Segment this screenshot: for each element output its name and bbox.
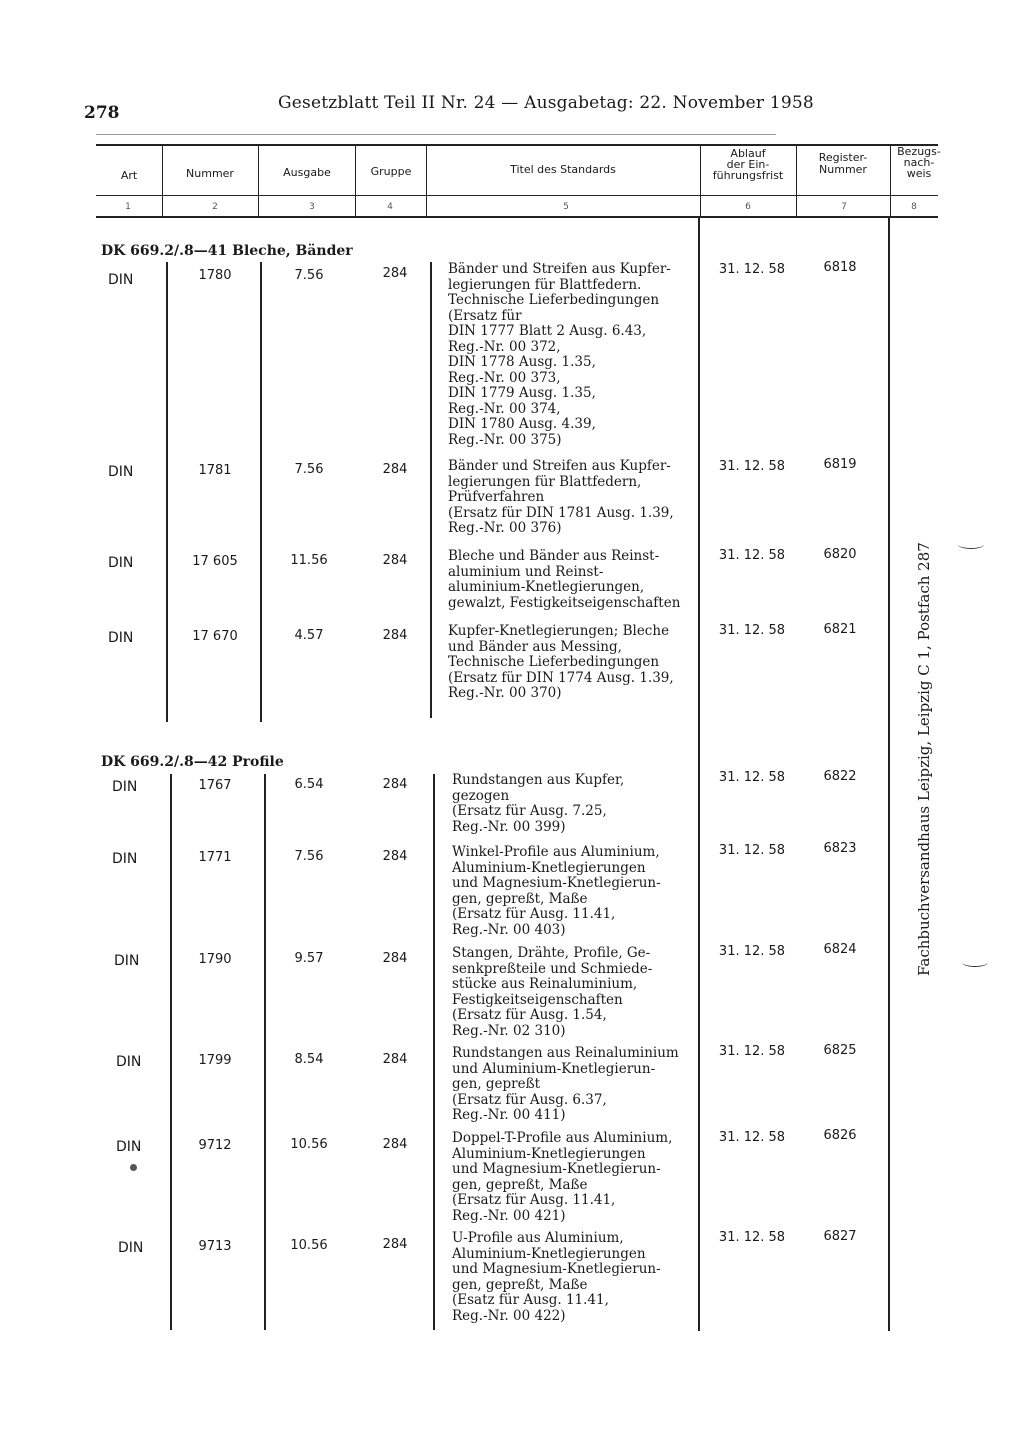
cell-ausgabe: 10.56 [290,1137,328,1152]
cell-titel: Bänder und Streifen aus Kupfer- legierungen für Blattfedern, Prüfverfahren (Ersatz für DIN 1781 Ausg. 1.39, Reg.-Nr. 00 376) [448,458,674,536]
cell-register: 6826 [823,1128,857,1143]
cell-register: 6822 [823,769,857,784]
cell-art: DIN [118,1240,144,1256]
cell-ablauf: 31. 12. 58 [718,843,786,858]
cell-art: DIN [114,953,140,969]
header-divider [355,146,356,216]
cell-nummer: 1780 [198,268,232,283]
cell-gruppe: 284 [382,1052,408,1067]
col-header-titel: Titel des Standards [510,163,616,176]
header-divider [258,146,259,216]
cell-art: DIN [116,1054,142,1070]
cell-art: DIN [108,272,134,288]
cell-titel: U-Profile aus Aluminium, Aluminium-Knetlegierungen und Magnesium-Knetlegierun- gen, gepreßt, Maße (Esatz für Ausg. 11.41, Reg.-Nr. 00 422) [452,1230,661,1324]
col-number: 5 [563,202,569,212]
cell-gruppe: 284 [382,1237,408,1252]
col-number: 3 [309,202,315,212]
cell-gruppe: 284 [382,1137,408,1152]
cell-gruppe: 284 [382,266,408,281]
cell-register: 6825 [823,1043,857,1058]
cell-ablauf: 31. 12. 58 [718,623,786,638]
cell-titel: Stangen, Drähte, Profile, Ge- senkpreßteile und Schmiede- stücke aus Reinaluminium, Festigkeitseigenschaften (Ersatz für Ausg. 1.54, Reg.-Nr. 02 310) [452,945,653,1039]
cell-ausgabe: 9.57 [294,951,324,966]
cell-ausgabe: 7.56 [294,268,324,283]
cell-nummer: 17 605 [192,554,238,569]
col-header-nummer: Nummer [186,167,234,180]
cell-gruppe: 284 [382,628,408,643]
cell-nummer: 1790 [198,952,232,967]
col-header-gruppe: Gruppe [370,165,412,178]
col-header-bezug: Bezugs- nach- weis [897,145,941,180]
cell-gruppe: 284 [382,951,408,966]
cell-ablauf: 31. 12. 58 [718,459,786,474]
col-header-ausgabe: Ausgabe [283,166,331,179]
page-number: 278 [84,103,120,123]
column-number-rule [96,216,938,218]
header-rule [96,134,776,135]
cell-nummer: 1781 [198,463,232,478]
header-divider [426,146,427,216]
col-number: 8 [911,202,917,212]
cell-ausgabe: 11.56 [290,553,328,568]
cell-ablauf: 31. 12. 58 [718,548,786,563]
column-rule [264,774,266,1330]
cell-ausgabe: 7.56 [294,849,324,864]
cell-ablauf: 31. 12. 58 [718,262,786,277]
cell-art: DIN [116,1139,142,1155]
cell-titel: Bänder und Streifen aus Kupfer- legierungen für Blattfedern. Technische Lieferbedingungen (Ersatz für DIN 1777 Blatt 2 Ausg. 6.43, Reg.-Nr. 00 372, DIN 1778 Ausg. 1.35, Reg.-Nr. 00 373, DIN 1779 Ausg. 1.35, Reg.-Nr. 00 374, DIN 1780 Ausg. 4.39, Reg.-Nr. 00 375) [448,261,671,448]
cell-register: 6827 [823,1229,857,1244]
cell-art: DIN [112,851,138,867]
cell-art: DIN [112,779,138,795]
side-note-publisher: Fachbuchversandhaus Leipzig, Leipzig C 1, Postfach 287 [915,542,933,976]
section-title: DK 669.2/.8—41 Bleche, Bänder [101,243,353,259]
cell-titel: Kupfer-Knetlegierungen; Bleche und Bänder aus Messing, Technische Lieferbedingungen (Ersatz für DIN 1774 Ausg. 1.39, Reg.-Nr. 00 370) [448,623,674,701]
cell-ablauf: 31. 12. 58 [718,1130,786,1145]
column-rule [260,262,262,722]
cell-titel: Rundstangen aus Kupfer, gezogen (Ersatz für Ausg. 7.25, Reg.-Nr. 00 399) [452,772,625,835]
cell-gruppe: 284 [382,553,408,568]
binding-mark [962,958,988,967]
column-rule [433,774,435,1330]
cell-ausgabe: 4.57 [294,628,324,643]
cell-titel: Winkel-Profile aus Aluminium, Aluminium-Knetlegierungen und Magnesium-Knetlegierun- gen, gepreßt, Maße (Ersatz für Ausg. 11.41, Reg.-Nr. 00 403) [452,844,661,938]
cell-ausgabe: 8.54 [294,1052,324,1067]
cell-ausgabe: 6.54 [294,777,324,792]
cell-ablauf: 31. 12. 58 [718,1230,786,1245]
col-header-art: Art [120,169,138,182]
table-top-rule [96,144,938,146]
cell-titel: Rundstangen aus Reinaluminium und Aluminium-Knetlegierun- gen, gepreßt (Ersatz für Ausg. 6.37, Reg.-Nr. 00 411) [452,1045,679,1123]
col-header-register: Register- Nummer [818,151,868,176]
cell-gruppe: 284 [382,462,408,477]
column-rule [888,216,890,1331]
cell-nummer: 1771 [198,850,232,865]
cell-ablauf: 31. 12. 58 [718,1044,786,1059]
ink-dot [130,1164,137,1171]
header-divider [162,146,163,216]
cell-register: 6824 [823,942,857,957]
cell-ausgabe: 10.56 [290,1238,328,1253]
cell-register: 6818 [823,260,857,275]
cell-nummer: 9713 [198,1239,232,1254]
cell-register: 6820 [823,547,857,562]
col-number: 4 [387,202,393,212]
cell-nummer: 9712 [198,1138,232,1153]
header-divider [796,146,797,216]
cell-ausgabe: 7.56 [294,462,324,477]
column-rule [166,262,168,722]
running-title: Gesetzblatt Teil II Nr. 24 — Ausgabetag: 22. November 1958 [278,93,814,113]
cell-nummer: 1767 [198,778,232,793]
cell-nummer: 17 670 [192,629,238,644]
col-number: 2 [212,202,218,212]
cell-ablauf: 31. 12. 58 [718,944,786,959]
cell-register: 6821 [823,622,857,637]
cell-art: DIN [108,630,134,646]
cell-register: 6819 [823,457,857,472]
cell-art: DIN [108,555,134,571]
col-number: 1 [125,202,131,212]
cell-art: DIN [108,464,134,480]
cell-gruppe: 284 [382,777,408,792]
col-number: 7 [841,202,847,212]
section-title: DK 669.2/.8—42 Profile [101,754,284,770]
col-number: 6 [745,202,751,212]
table-header-rule [96,195,938,196]
cell-gruppe: 284 [382,849,408,864]
cell-ablauf: 31. 12. 58 [718,770,786,785]
col-header-ablauf: Ablauf der Ein- führungsfrist [712,147,784,182]
cell-titel: Doppel-T-Profile aus Aluminium, Aluminium-Knetlegierungen und Magnesium-Knetlegierun- gen, gepreßt, Maße (Ersatz für Ausg. 11.41, Reg.-Nr. 00 421) [452,1130,673,1224]
cell-nummer: 1799 [198,1053,232,1068]
binding-mark [958,540,984,549]
cell-register: 6823 [823,841,857,856]
header-divider [700,146,701,216]
column-rule [430,262,432,718]
cell-titel: Bleche und Bänder aus Reinst- aluminium und Reinst- aluminium-Knetlegierungen, gewalzt, Festigkeitseigenschaften [448,548,681,611]
